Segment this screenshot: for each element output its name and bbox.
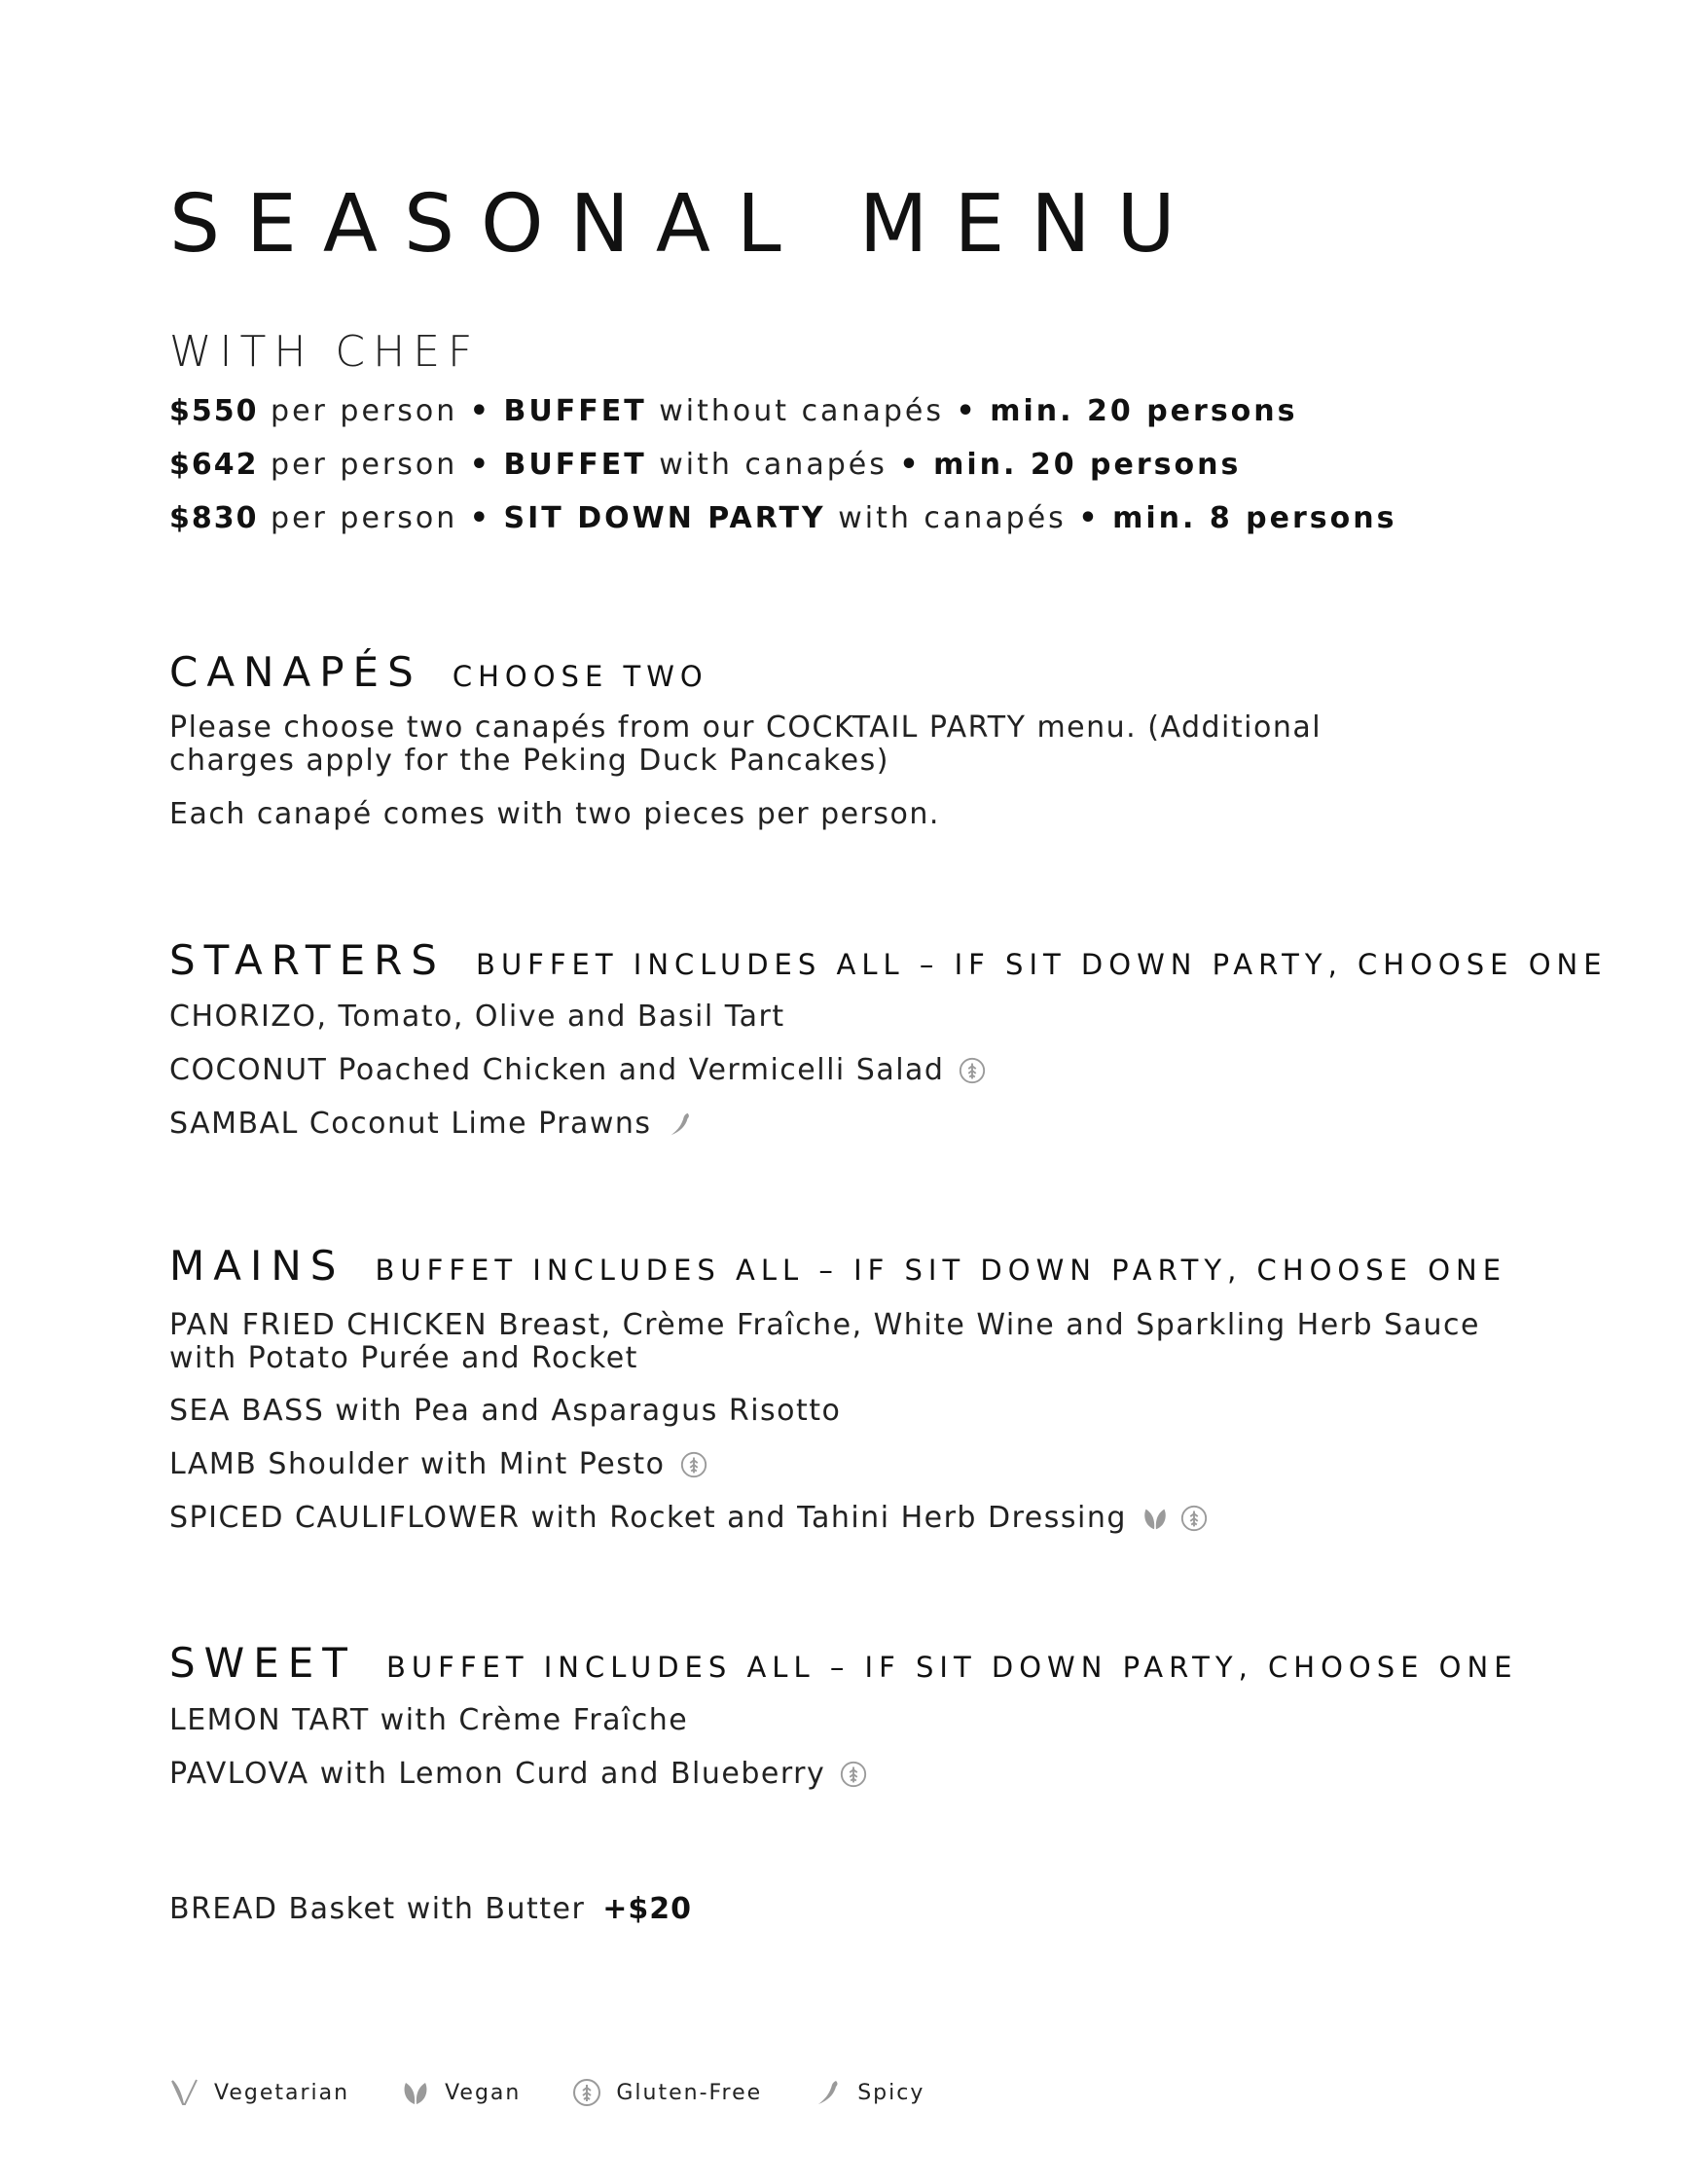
price-amount: $830 — [169, 501, 259, 535]
extra-item-name: BREAD Basket with Butter — [169, 1892, 586, 1926]
menu-item-name: COCONUT Poached Chicken and Vermicelli Salad — [169, 1053, 945, 1087]
canapes-pieces-note: Each canapé comes with two pieces per person. — [169, 797, 940, 831]
spicy-icon — [666, 1110, 695, 1139]
menu-item-name: SAMBAL Coconut Lime Prawns — [169, 1107, 652, 1141]
section-sweet-heading — [169, 1639, 1518, 1687]
spicy-icon — [813, 2077, 844, 2108]
menu-item-name: CHORIZO, Tomato, Olive and Basil Tart — [169, 1000, 785, 1034]
gluten-free-icon — [571, 2077, 602, 2108]
price-separator: • — [956, 394, 978, 428]
price-minimum: min. 20 persons — [990, 394, 1298, 428]
page-title: SEASONAL MENU — [169, 178, 1202, 271]
price-minimum: min. 8 persons — [1112, 501, 1397, 535]
price-amount: $550 — [169, 394, 259, 428]
legend-item — [813, 2077, 924, 2108]
section-title: MAINS — [169, 1242, 345, 1290]
extra-item-price: +$20 — [602, 1892, 693, 1926]
legend-item — [400, 2077, 521, 2108]
canapes-description: Please choose two canapés from our COCKTAIL PARTY menu. (Additional charges apply for the Peking Duck Pancakes) — [169, 710, 1323, 778]
extra-item — [169, 1892, 692, 1926]
menu-item — [169, 1394, 842, 1428]
legend-item — [571, 2077, 762, 2108]
dietary-legend — [169, 2077, 975, 2108]
menu-item-name: SEA BASS with Pea and Asparagus Risotto — [169, 1394, 842, 1428]
menu-item-name: LAMB Shoulder with Mint Pesto — [169, 1447, 666, 1481]
section-title: SWEET — [169, 1639, 356, 1687]
price-format: BUFFET — [503, 448, 647, 482]
section-note: CHOOSE TWO — [452, 660, 708, 693]
vegan-icon — [1141, 1504, 1170, 1533]
vegan-icon — [400, 2077, 431, 2108]
vegetarian-icon — [169, 2077, 200, 2108]
price-separator: • — [469, 501, 491, 535]
menu-item — [169, 1309, 1532, 1375]
menu-item — [169, 1703, 689, 1737]
legend-label: Gluten-Free — [616, 2080, 763, 2105]
price-separator: • — [469, 448, 491, 482]
gluten-free-icon — [679, 1450, 708, 1479]
price-separator: • — [899, 448, 922, 482]
gluten-free-icon — [1179, 1504, 1209, 1533]
price-separator: • — [469, 394, 491, 428]
price-option — [169, 394, 1298, 428]
legend-label: Vegetarian — [214, 2080, 350, 2105]
price-canapes: with canapés — [838, 501, 1067, 535]
price-amount: $642 — [169, 448, 259, 482]
price-minimum: min. 20 persons — [933, 448, 1242, 482]
section-note: BUFFET INCLUDES ALL – IF SIT DOWN PARTY, CHOOSE ONE — [476, 948, 1608, 981]
price-separator: • — [1078, 501, 1101, 535]
section-starters-heading — [169, 936, 1608, 984]
price-per: per person — [271, 394, 458, 428]
menu-item-name: SPICED CAULIFLOWER with Rocket and Tahini Herb Dressing — [169, 1501, 1127, 1535]
menu-item — [169, 1447, 708, 1481]
menu-item — [169, 1053, 987, 1087]
price-option — [169, 448, 1242, 482]
price-per: per person — [271, 501, 458, 535]
gluten-free-icon — [958, 1056, 987, 1085]
section-canapes-heading — [169, 648, 708, 696]
price-per: per person — [271, 448, 458, 482]
menu-item — [169, 1002, 785, 1032]
price-format: BUFFET — [503, 394, 647, 428]
section-title: STARTERS — [169, 936, 446, 984]
menu-item — [169, 1107, 695, 1141]
legend-label: Vegan — [445, 2080, 522, 2105]
menu-item-name: PAVLOVA with Lemon Curd and Blueberry — [169, 1757, 826, 1791]
price-format: SIT DOWN PARTY — [503, 501, 826, 535]
menu-item-name: PAN FRIED CHICKEN Breast, Crème Fraîche, White Wine and Sparkling Herb Sauce with Potato Purée and Rocket — [169, 1308, 1480, 1375]
section-note: BUFFET INCLUDES ALL – IF SIT DOWN PARTY, CHOOSE ONE — [386, 1651, 1518, 1684]
section-title: CANAPÉS — [169, 648, 422, 696]
price-option — [169, 501, 1397, 535]
menu-item — [169, 1757, 868, 1791]
legend-item — [169, 2077, 349, 2108]
legend-label: Spicy — [857, 2080, 925, 2105]
section-note: BUFFET INCLUDES ALL – IF SIT DOWN PARTY, CHOOSE ONE — [375, 1254, 1507, 1287]
price-canapes: without canapés — [659, 394, 944, 428]
menu-item-name: LEMON TART with Crème Fraîche — [169, 1703, 689, 1737]
section-mains-heading — [169, 1242, 1507, 1290]
price-canapes: with canapés — [659, 448, 888, 482]
menu-item — [169, 1501, 1209, 1535]
page-subtitle: WITH CHEF — [169, 327, 481, 377]
gluten-free-icon — [839, 1760, 868, 1789]
